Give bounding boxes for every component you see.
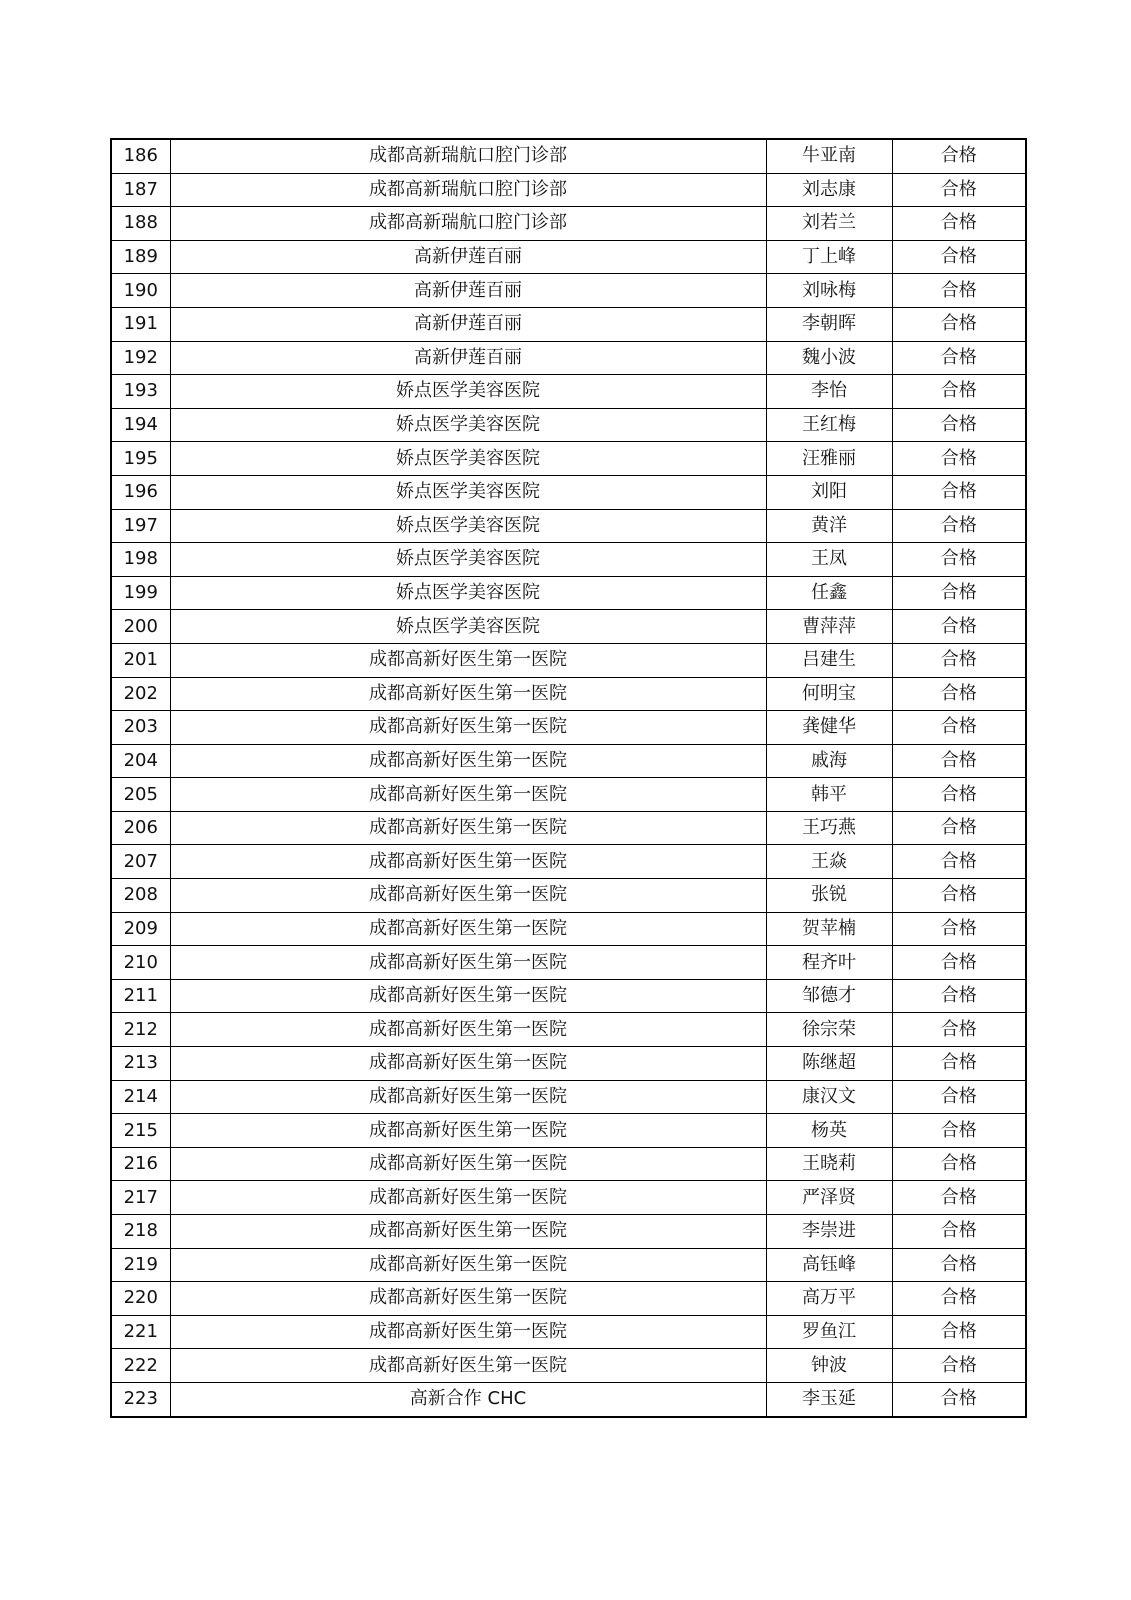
row-number-cell: 202 (111, 677, 170, 711)
organization-cell: 成都高新好医生第一医院 (170, 1114, 766, 1148)
row-number-cell: 204 (111, 744, 170, 778)
person-name-cell: 魏小波 (766, 341, 892, 375)
row-number-cell: 214 (111, 1080, 170, 1114)
row-number-cell: 222 (111, 1349, 170, 1383)
result-cell: 合格 (892, 912, 1026, 946)
organization-cell: 成都高新好医生第一医院 (170, 811, 766, 845)
organization-cell: 成都高新好医生第一医院 (170, 778, 766, 812)
row-number-cell: 218 (111, 1215, 170, 1249)
organization-cell: 成都高新好医生第一医院 (170, 643, 766, 677)
row-number-cell: 206 (111, 811, 170, 845)
organization-cell: 成都高新好医生第一医院 (170, 946, 766, 980)
person-name-cell: 刘志康 (766, 173, 892, 207)
result-cell: 合格 (892, 1181, 1026, 1215)
person-name-cell: 何明宝 (766, 677, 892, 711)
organization-cell: 娇点医学美容医院 (170, 610, 766, 644)
result-cell: 合格 (892, 744, 1026, 778)
row-number-cell: 220 (111, 1282, 170, 1316)
row-number-cell: 221 (111, 1315, 170, 1349)
organization-cell: 高新合作 CHC (170, 1382, 766, 1416)
person-name-cell: 任鑫 (766, 576, 892, 610)
organization-cell: 高新伊莲百丽 (170, 307, 766, 341)
person-name-cell: 高万平 (766, 1282, 892, 1316)
result-cell: 合格 (892, 509, 1026, 543)
person-name-cell: 杨英 (766, 1114, 892, 1148)
person-name-cell: 钟波 (766, 1349, 892, 1383)
table-row (111, 845, 1026, 879)
person-name-cell: 刘咏梅 (766, 274, 892, 308)
table-row (111, 1215, 1026, 1249)
result-cell: 合格 (892, 677, 1026, 711)
table-row (111, 1013, 1026, 1047)
organization-cell: 成都高新好医生第一医院 (170, 879, 766, 913)
person-name-cell: 程齐叶 (766, 946, 892, 980)
row-number-cell: 205 (111, 778, 170, 812)
person-name-cell: 王巧燕 (766, 811, 892, 845)
table-row (111, 341, 1026, 375)
organization-cell: 娇点医学美容医院 (170, 442, 766, 476)
row-number-cell: 217 (111, 1181, 170, 1215)
organization-cell: 成都高新好医生第一医院 (170, 1215, 766, 1249)
person-name-cell: 贺苹楠 (766, 912, 892, 946)
table-row (111, 1047, 1026, 1081)
organization-cell: 娇点医学美容医院 (170, 475, 766, 509)
organization-cell: 娇点医学美容医院 (170, 509, 766, 543)
table-row (111, 274, 1026, 308)
result-cell: 合格 (892, 1349, 1026, 1383)
table-row (111, 442, 1026, 476)
result-cell: 合格 (892, 240, 1026, 274)
person-name-cell: 王晓莉 (766, 1147, 892, 1181)
result-cell: 合格 (892, 375, 1026, 409)
person-name-cell: 李朝晖 (766, 307, 892, 341)
person-name-cell: 李崇进 (766, 1215, 892, 1249)
organization-cell: 成都高新好医生第一医院 (170, 845, 766, 879)
table-row (111, 1315, 1026, 1349)
table-row (111, 1382, 1026, 1416)
row-number-cell: 211 (111, 979, 170, 1013)
row-number-cell: 188 (111, 207, 170, 241)
person-name-cell: 曹萍萍 (766, 610, 892, 644)
table-row (111, 643, 1026, 677)
person-name-cell: 陈继超 (766, 1047, 892, 1081)
organization-cell: 成都高新好医生第一医院 (170, 1315, 766, 1349)
person-name-cell: 李怡 (766, 375, 892, 409)
row-number-cell: 196 (111, 475, 170, 509)
row-number-cell: 195 (111, 442, 170, 476)
organization-cell: 娇点医学美容医院 (170, 543, 766, 577)
table-row (111, 744, 1026, 778)
person-name-cell: 丁上峰 (766, 240, 892, 274)
result-cell: 合格 (892, 341, 1026, 375)
table-row (111, 946, 1026, 980)
table-row (111, 375, 1026, 409)
organization-cell: 娇点医学美容医院 (170, 408, 766, 442)
row-number-cell: 209 (111, 912, 170, 946)
table-row (111, 711, 1026, 745)
organization-cell: 成都高新好医生第一医院 (170, 1047, 766, 1081)
organization-cell: 成都高新瑞航口腔门诊部 (170, 207, 766, 241)
result-cell: 合格 (892, 1047, 1026, 1081)
person-name-cell: 王红梅 (766, 408, 892, 442)
row-number-cell: 192 (111, 341, 170, 375)
result-cell: 合格 (892, 778, 1026, 812)
result-cell: 合格 (892, 1248, 1026, 1282)
table-row (111, 543, 1026, 577)
table-row (111, 912, 1026, 946)
organization-cell: 成都高新好医生第一医院 (170, 1147, 766, 1181)
result-cell: 合格 (892, 946, 1026, 980)
person-name-cell: 李玉延 (766, 1382, 892, 1416)
result-cell: 合格 (892, 139, 1026, 173)
result-cell: 合格 (892, 879, 1026, 913)
table-row (111, 1080, 1026, 1114)
person-name-cell: 黄洋 (766, 509, 892, 543)
table-row (111, 509, 1026, 543)
table-row (111, 879, 1026, 913)
organization-cell: 娇点医学美容医院 (170, 375, 766, 409)
result-cell: 合格 (892, 274, 1026, 308)
row-number-cell: 210 (111, 946, 170, 980)
table-row (111, 1282, 1026, 1316)
row-number-cell: 201 (111, 643, 170, 677)
table-row (111, 1147, 1026, 1181)
person-name-cell: 吕建生 (766, 643, 892, 677)
result-cell: 合格 (892, 475, 1026, 509)
row-number-cell: 207 (111, 845, 170, 879)
result-cell: 合格 (892, 207, 1026, 241)
person-name-cell: 王焱 (766, 845, 892, 879)
organization-cell: 成都高新瑞航口腔门诊部 (170, 139, 766, 173)
result-cell: 合格 (892, 643, 1026, 677)
organization-cell: 高新伊莲百丽 (170, 240, 766, 274)
result-cell: 合格 (892, 1382, 1026, 1416)
person-name-cell: 罗鱼江 (766, 1315, 892, 1349)
organization-cell: 成都高新好医生第一医院 (170, 711, 766, 745)
results-table (110, 138, 1027, 1418)
result-cell: 合格 (892, 610, 1026, 644)
table-row (111, 979, 1026, 1013)
row-number-cell: 194 (111, 408, 170, 442)
table-row (111, 307, 1026, 341)
person-name-cell: 牛亚南 (766, 139, 892, 173)
table-row (111, 173, 1026, 207)
person-name-cell: 高钰峰 (766, 1248, 892, 1282)
row-number-cell: 200 (111, 610, 170, 644)
result-cell: 合格 (892, 576, 1026, 610)
row-number-cell: 189 (111, 240, 170, 274)
person-name-cell: 康汉文 (766, 1080, 892, 1114)
person-name-cell: 徐宗荣 (766, 1013, 892, 1047)
person-name-cell: 刘若兰 (766, 207, 892, 241)
organization-cell: 成都高新好医生第一医院 (170, 1181, 766, 1215)
result-cell: 合格 (892, 543, 1026, 577)
result-cell: 合格 (892, 1080, 1026, 1114)
results-table-body (111, 139, 1026, 1417)
person-name-cell: 张锐 (766, 879, 892, 913)
result-cell: 合格 (892, 811, 1026, 845)
row-number-cell: 193 (111, 375, 170, 409)
result-cell: 合格 (892, 979, 1026, 1013)
table-row (111, 1349, 1026, 1383)
person-name-cell: 王凤 (766, 543, 892, 577)
organization-cell: 高新伊莲百丽 (170, 274, 766, 308)
person-name-cell: 刘阳 (766, 475, 892, 509)
person-name-cell: 汪雅丽 (766, 442, 892, 476)
table-row (111, 139, 1026, 173)
result-cell: 合格 (892, 173, 1026, 207)
table-row (111, 240, 1026, 274)
table-row (111, 677, 1026, 711)
result-cell: 合格 (892, 1114, 1026, 1148)
person-name-cell: 邹德才 (766, 979, 892, 1013)
row-number-cell: 213 (111, 1047, 170, 1081)
person-name-cell: 戚海 (766, 744, 892, 778)
table-row (111, 811, 1026, 845)
result-cell: 合格 (892, 1315, 1026, 1349)
organization-cell: 成都高新好医生第一医院 (170, 677, 766, 711)
row-number-cell: 186 (111, 139, 170, 173)
row-number-cell: 219 (111, 1248, 170, 1282)
row-number-cell: 197 (111, 509, 170, 543)
result-cell: 合格 (892, 1013, 1026, 1047)
row-number-cell: 190 (111, 274, 170, 308)
row-number-cell: 212 (111, 1013, 170, 1047)
organization-cell: 成都高新瑞航口腔门诊部 (170, 173, 766, 207)
table-row (111, 576, 1026, 610)
organization-cell: 成都高新好医生第一医院 (170, 1248, 766, 1282)
organization-cell: 成都高新好医生第一医院 (170, 1013, 766, 1047)
row-number-cell: 208 (111, 879, 170, 913)
row-number-cell: 191 (111, 307, 170, 341)
row-number-cell: 203 (111, 711, 170, 745)
organization-cell: 高新伊莲百丽 (170, 341, 766, 375)
table-row (111, 1114, 1026, 1148)
organization-cell: 成都高新好医生第一医院 (170, 912, 766, 946)
result-cell: 合格 (892, 845, 1026, 879)
organization-cell: 成都高新好医生第一医院 (170, 744, 766, 778)
person-name-cell: 龚健华 (766, 711, 892, 745)
table-row (111, 475, 1026, 509)
person-name-cell: 严泽贤 (766, 1181, 892, 1215)
result-cell: 合格 (892, 307, 1026, 341)
row-number-cell: 199 (111, 576, 170, 610)
table-row (111, 1248, 1026, 1282)
table-row (111, 408, 1026, 442)
organization-cell: 成都高新好医生第一医院 (170, 1349, 766, 1383)
result-cell: 合格 (892, 1282, 1026, 1316)
organization-cell: 成都高新好医生第一医院 (170, 1282, 766, 1316)
table-row (111, 778, 1026, 812)
row-number-cell: 223 (111, 1382, 170, 1416)
result-cell: 合格 (892, 408, 1026, 442)
organization-cell: 成都高新好医生第一医院 (170, 979, 766, 1013)
row-number-cell: 215 (111, 1114, 170, 1148)
result-cell: 合格 (892, 1215, 1026, 1249)
result-cell: 合格 (892, 1147, 1026, 1181)
result-cell: 合格 (892, 442, 1026, 476)
organization-cell: 成都高新好医生第一医院 (170, 1080, 766, 1114)
row-number-cell: 216 (111, 1147, 170, 1181)
result-cell: 合格 (892, 711, 1026, 745)
table-row (111, 207, 1026, 241)
table-row (111, 610, 1026, 644)
table-row (111, 1181, 1026, 1215)
row-number-cell: 198 (111, 543, 170, 577)
row-number-cell: 187 (111, 173, 170, 207)
person-name-cell: 韩平 (766, 778, 892, 812)
organization-cell: 娇点医学美容医院 (170, 576, 766, 610)
